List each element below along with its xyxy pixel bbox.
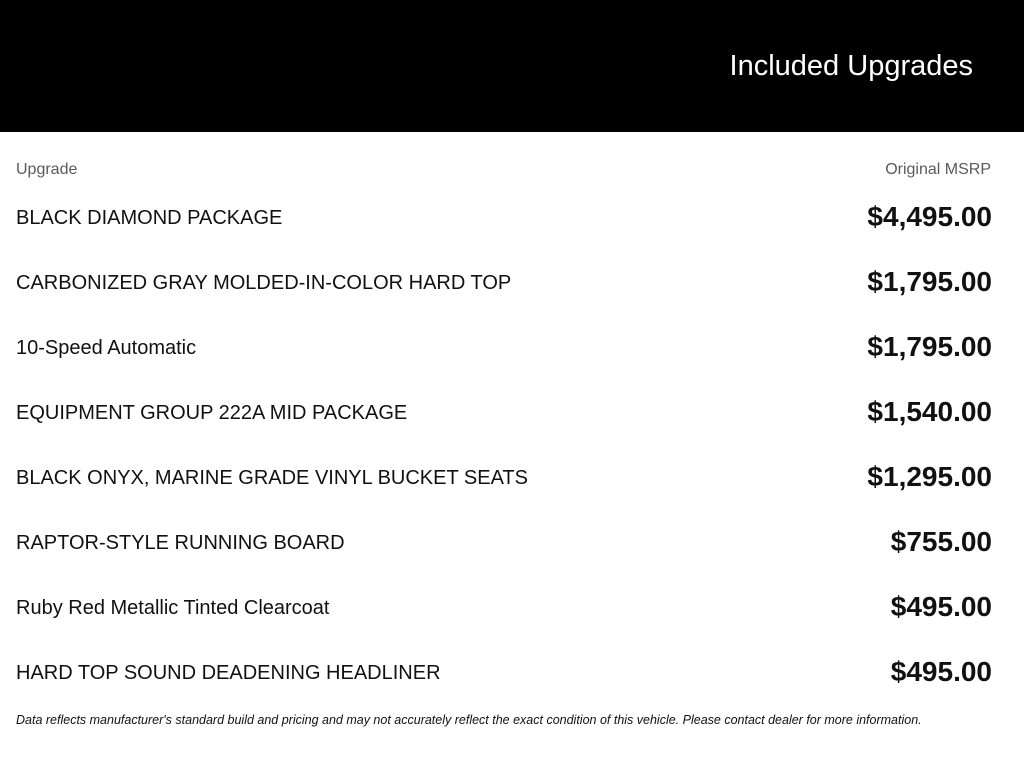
upgrade-price: $755.00 (890, 526, 992, 557)
upgrade-name: BLACK ONYX, MARINE GRADE VINYL BUCKET SEATS (16, 467, 528, 489)
page-title: Included Upgrades (729, 50, 973, 82)
upgrade-name: CARBONIZED GRAY MOLDED-IN-COLOR HARD TOP (16, 272, 512, 294)
upgrade-price: $1,795.00 (867, 266, 992, 297)
upgrade-price: $495.00 (890, 591, 992, 622)
disclaimer-text: Data reflects manufacturer's standard build and pricing and may not accurately reflect the exact condition of this vehicle. Please contact dealer for more information. (16, 713, 922, 727)
upgrade-row (0, 380, 1024, 445)
upgrade-name: Ruby Red Metallic Tinted Clearcoat (16, 597, 330, 619)
upgrade-price: $1,295.00 (867, 461, 992, 492)
upgrades-list (0, 185, 1024, 705)
upgrade-row (0, 185, 1024, 250)
upgrade-name: RAPTOR-STYLE RUNNING BOARD (16, 532, 345, 554)
upgrade-price: $495.00 (890, 656, 992, 687)
upgrade-row (0, 640, 1024, 705)
upgrade-price: $1,540.00 (867, 396, 992, 427)
upgrade-price: $4,495.00 (867, 201, 992, 232)
upgrade-row (0, 315, 1024, 380)
upgrade-row (0, 575, 1024, 640)
upgrade-row (0, 445, 1024, 510)
header-banner (0, 0, 1024, 132)
upgrade-row (0, 510, 1024, 575)
upgrade-price: $1,795.00 (867, 331, 992, 362)
upgrade-row (0, 250, 1024, 315)
column-header-msrp: Original MSRP (885, 161, 991, 178)
upgrade-name: 10-Speed Automatic (16, 337, 197, 359)
upgrade-name: EQUIPMENT GROUP 222A MID PACKAGE (16, 402, 408, 424)
upgrade-name: HARD TOP SOUND DEADENING HEADLINER (16, 662, 441, 684)
upgrade-name: BLACK DIAMOND PACKAGE (16, 207, 283, 229)
column-header-upgrade: Upgrade (16, 161, 78, 178)
